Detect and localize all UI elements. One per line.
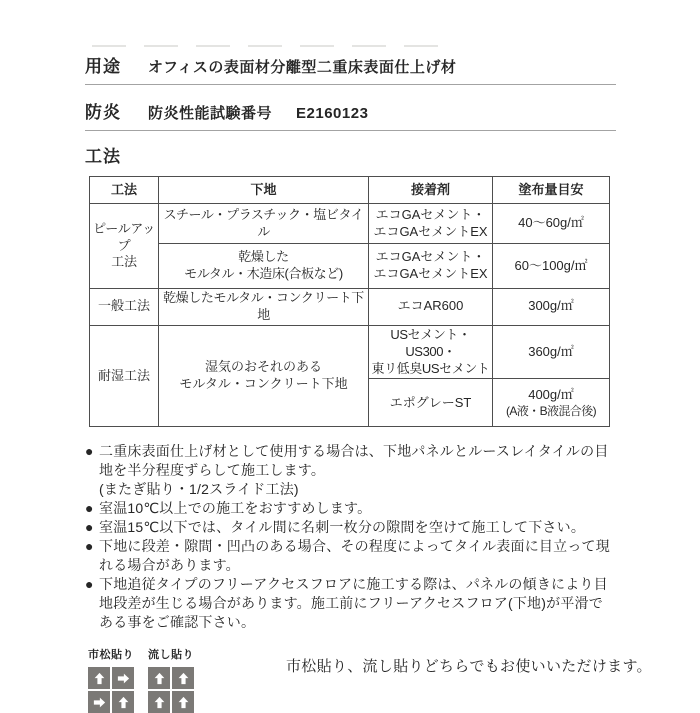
cell-text: 工法 — [111, 254, 137, 270]
cell-coverage: 60〜100g/㎡ — [493, 244, 610, 289]
flameproof-test-label: 防炎性能試験番号 — [148, 105, 273, 122]
ichimatsu-pattern-icon — [88, 667, 134, 713]
table-row — [90, 289, 610, 326]
cell-text: USセメント・US300・ — [390, 326, 471, 359]
cell-method-general: 一般工法 — [90, 289, 159, 326]
construction-methods-table — [89, 176, 610, 427]
spec-content — [85, 0, 652, 713]
arrow-tile-icon — [112, 691, 134, 713]
col-header-method: 工法 — [90, 177, 159, 204]
cell-text: エコGAセメント・ — [375, 249, 486, 265]
usage-value: オフィスの表面材分離型二重床表面仕上げ材 — [148, 59, 457, 76]
bullet-marker: ● — [85, 500, 94, 517]
cell-coverage: 300g/㎡ — [493, 289, 610, 326]
note-item — [85, 499, 616, 518]
note-item — [85, 575, 616, 632]
cell-text: モルタル・木造床(合板など) — [184, 266, 343, 281]
cell-adhesive: エコAR600 — [369, 289, 493, 326]
cell-substrate: スチール・プラスチック・塩ビタイル — [159, 204, 369, 244]
cell-adhesive: エポグレーST — [369, 379, 493, 427]
laying-caption: 市松貼り、流し貼りどちらでもお使いいただけます。 — [286, 658, 652, 676]
cell-text: エコGAセメントEX — [373, 266, 488, 281]
cell-text: 東リ低臭USセメント — [371, 360, 490, 376]
divider-line — [85, 130, 616, 131]
laying-patterns-section — [85, 646, 652, 713]
cell-substrate — [159, 325, 369, 427]
nagashi-label: 流し貼り — [148, 649, 194, 662]
usage-label: 用途 — [85, 57, 121, 76]
note-text: 下地追従タイプのフリーアクセスフロアに施工する際は、パネルの傾きにより目地段差が生じる場合があります。施工前にフリーアクセスフロア(下地)が平滑である事をご確認下さい。 — [99, 576, 608, 631]
construction-heading: 工法 — [85, 147, 121, 166]
col-header-adhesive: 接着剤 — [369, 177, 493, 204]
note-text: 室温10℃以上での施工をおすすめします。 — [99, 500, 372, 517]
note-item — [85, 518, 616, 537]
arrow-tile-icon — [112, 667, 134, 689]
ichimatsu-label: 市松貼り — [88, 649, 134, 662]
note-item — [85, 442, 616, 499]
bullet-marker: ● — [85, 519, 94, 536]
arrow-tile-icon — [88, 667, 110, 689]
table-row — [90, 244, 610, 289]
table-row — [90, 204, 610, 244]
arrow-tile-icon — [88, 691, 110, 713]
cell-text: エコGAセメントEX — [373, 223, 488, 239]
cell-adhesive — [369, 325, 493, 379]
note-text: 室温15℃以下では、タイル間に名刺一枚分の隙間を空けて施工して下さい。 — [99, 519, 586, 536]
notes-list — [85, 442, 616, 632]
bullet-marker: ● — [85, 576, 94, 593]
arrow-tile-icon — [172, 667, 194, 689]
cell-text: 湿気のおそれのある — [204, 359, 322, 375]
arrow-tile-icon — [148, 667, 170, 689]
cell-text: 乾燥した — [238, 249, 289, 265]
nagashi-group — [148, 646, 194, 713]
cell-text: エコGAセメント・ — [375, 206, 486, 222]
nagashi-pattern-icon — [148, 667, 194, 713]
arrow-tile-icon — [172, 691, 194, 713]
cell-adhesive — [369, 204, 493, 244]
cell-coverage: 40〜60g/㎡ — [493, 204, 610, 244]
table-header-row — [90, 177, 610, 204]
note-item — [85, 537, 616, 575]
cell-substrate: 乾燥したモルタル・コンクリート下地 — [159, 289, 369, 326]
bullet-marker: ● — [85, 538, 94, 555]
flameproof-test-number: E2160123 — [296, 105, 369, 122]
cell-text: ピールアップ — [93, 220, 155, 253]
cell-text: (A液・B液混合後) — [505, 403, 596, 418]
cell-method-moisture: 耐湿工法 — [90, 325, 159, 427]
usage-row — [85, 52, 616, 77]
col-header-coverage: 塗布量目安 — [493, 177, 610, 204]
note-text: 二重床表面仕上げ材として使用する場合は、下地パネルとルースレイタイルの目地を半分程度ずらして施工します。 — [99, 443, 609, 479]
cell-substrate — [159, 244, 369, 289]
table-row — [90, 325, 610, 379]
cell-method-peelup — [90, 204, 159, 289]
note-subtext: (またぎ貼り・1/2スライド工法) — [99, 481, 299, 498]
col-header-substrate: 下地 — [159, 177, 369, 204]
arrow-tile-icon — [148, 691, 170, 713]
flameproof-row — [85, 98, 616, 123]
cell-text: 400g/㎡ — [528, 386, 574, 402]
cell-coverage — [493, 379, 610, 427]
cell-coverage: 360g/㎡ — [493, 325, 610, 379]
note-text: 下地に段差・隙間・凹凸のある場合、その程度によってタイル表面に目立って現れる場合があります。 — [99, 538, 610, 574]
bullet-marker: ● — [85, 443, 94, 460]
cell-adhesive — [369, 244, 493, 289]
ichimatsu-group — [88, 646, 134, 713]
divider-line — [85, 84, 616, 85]
flameproof-label: 防炎 — [85, 103, 121, 122]
cell-text: モルタル・コンクリート下地 — [179, 376, 348, 392]
